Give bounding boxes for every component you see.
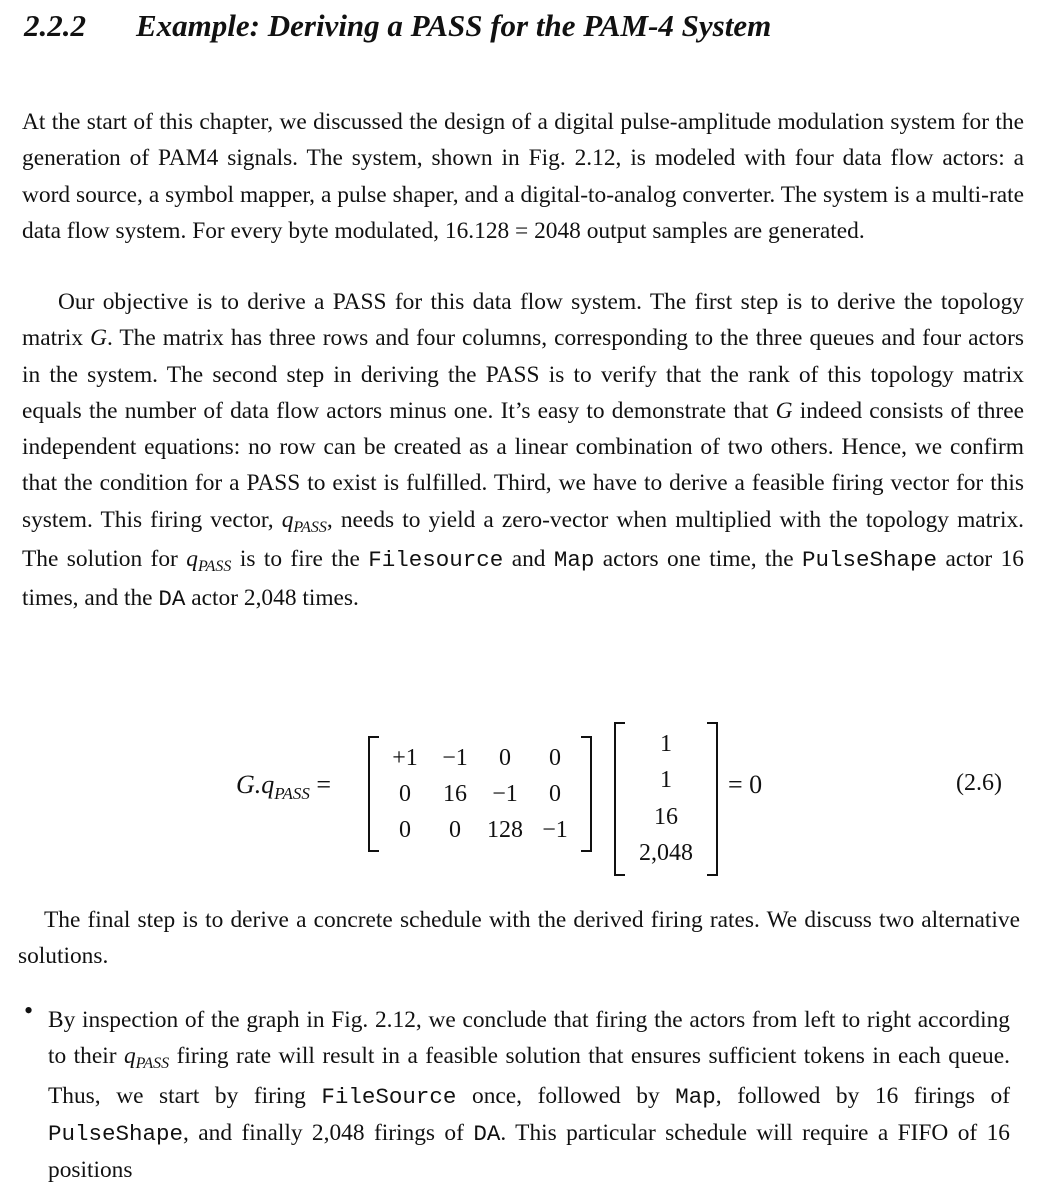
code-pulseshape: PulseShape bbox=[802, 547, 938, 574]
matrix-cell: 0 bbox=[449, 816, 461, 843]
vector-table bbox=[626, 726, 706, 872]
vector-row bbox=[626, 763, 706, 800]
matrix-cell: 0 bbox=[499, 744, 511, 771]
paragraph-text: The final step is to derive a concrete schedule with the derived firing rates. We discuss two alternative solutions. bbox=[18, 907, 1020, 970]
math-var-g: G. bbox=[236, 770, 262, 799]
paragraph-text: indeed consists of three independent equations: no row can be created as a linear combination of two others. Hence, we confirm that the condition for a PASS to exist is fulfilled. Third, we have to derive a feasible firing vector for this system. This firing vector, bbox=[22, 397, 1024, 533]
paragraph-text: actor 16 times, and the bbox=[22, 546, 1025, 612]
paragraph-text: At the start of this chapter, we discussed the design of a digital pulse-amplitude modulation system for the generation of PAM4 signals. The system, shown in Fig. 2.12, is modeled with four data flow actors: a word source, a symbol mapper, a pulse shaper, and a digital-to-analog converter. The system is a multi-rate data flow system. For every byte modulated, 16.128 = 2048 output samples are generated. bbox=[22, 109, 1024, 244]
matrix-cell: −1 bbox=[442, 744, 468, 771]
matrix-row bbox=[380, 740, 580, 776]
matrix-cell: 0 bbox=[549, 780, 561, 807]
equation-rhs: = 0 bbox=[728, 770, 763, 799]
equals-sign: = bbox=[309, 770, 332, 799]
vector-cell: 16 bbox=[654, 803, 678, 830]
paragraph-text: and bbox=[503, 546, 554, 573]
math-var-q: q bbox=[261, 770, 275, 799]
paragraph-text: firing rate will result in a feasible solution that ensures sufficient tokens in each queue. Thus, we start by firing bbox=[48, 1043, 1010, 1109]
right-bracket bbox=[707, 722, 718, 876]
paragraph-text: . This particular schedule will require a FIFO of 16 positions bbox=[48, 1119, 1010, 1184]
code-map: Map bbox=[553, 547, 595, 574]
section-number: 2.2.2 bbox=[24, 8, 86, 43]
matrix-cell: −1 bbox=[492, 780, 518, 807]
matrix-cell: −1 bbox=[542, 816, 568, 843]
matrix-cell: +1 bbox=[392, 744, 418, 771]
bullet-item bbox=[48, 1002, 1010, 1188]
topology-matrix bbox=[368, 736, 592, 852]
left-bracket bbox=[614, 722, 625, 876]
code-map: Map bbox=[675, 1083, 716, 1110]
vector-cell: 1 bbox=[660, 730, 672, 757]
matrix-table bbox=[380, 740, 580, 848]
math-subscript: PASS bbox=[197, 558, 232, 576]
math-subscript: PASS bbox=[274, 784, 310, 803]
code-filesource: FileSource bbox=[321, 1083, 457, 1110]
math-subscript: PASS bbox=[135, 1055, 170, 1073]
vector-cell: 2,048 bbox=[639, 840, 693, 867]
vector-row bbox=[626, 799, 706, 836]
code-da: DA bbox=[158, 586, 186, 613]
math-var-g: G bbox=[775, 397, 793, 424]
matrix-row bbox=[380, 776, 580, 812]
code-da: DA bbox=[473, 1120, 501, 1147]
section-title: Example: Deriving a PASS for the PAM-4 System bbox=[136, 8, 772, 43]
paragraph-text: , needs to yield a zero-vector when multiplied with the topology matrix. The solution for bbox=[22, 506, 1025, 573]
vector-row bbox=[626, 836, 706, 873]
code-filesource: Filesource bbox=[368, 547, 504, 574]
math-var-q: q bbox=[281, 506, 294, 533]
paragraph-text: once, followed by bbox=[456, 1082, 676, 1109]
math-var-g: G bbox=[90, 325, 107, 352]
paragraph-text: actors one time, the bbox=[594, 546, 803, 573]
paragraph-text: Our objective is to derive a PASS for this data flow system. The first step is to derive the topology matrix bbox=[22, 289, 1024, 352]
equation-lhs bbox=[236, 770, 332, 803]
equation-2-6 bbox=[0, 722, 1043, 872]
code-pulseshape: PulseShape bbox=[48, 1120, 184, 1147]
matrix-cell: 0 bbox=[399, 780, 411, 807]
paragraph-text: By inspection of the graph in Fig. 2.12, we conclude that firing the actors from left to right according to their bbox=[48, 1007, 1010, 1070]
paragraph-objective bbox=[22, 284, 1024, 618]
equation-number: (2.6) bbox=[956, 770, 1002, 796]
vector-cell: 1 bbox=[660, 767, 672, 794]
bullet-marker: • bbox=[24, 996, 34, 1025]
matrix-row bbox=[380, 812, 580, 848]
matrix-cell: 0 bbox=[549, 744, 561, 771]
paragraph-text: is to fire the bbox=[231, 546, 369, 573]
matrix-cell: 0 bbox=[399, 816, 411, 843]
math-subscript: PASS bbox=[293, 518, 327, 536]
paragraph-text: , followed by 16 firings of bbox=[715, 1082, 1010, 1109]
paragraph-intro bbox=[22, 104, 1024, 249]
paragraph-final-step bbox=[18, 902, 1020, 975]
math-var-q: q bbox=[186, 546, 198, 573]
matrix-cell: 16 bbox=[443, 780, 467, 807]
right-bracket bbox=[581, 736, 592, 852]
math-var-q: q bbox=[123, 1043, 136, 1070]
matrix-cell: 128 bbox=[487, 816, 523, 843]
paragraph-text: . The matrix has three rows and four columns, corresponding to the three queues and four actors in the system. The second step in deriving the PASS is to verify that the rank of this topology matrix equals the number of data flow actors minus one. It’s easy to demonstrate that bbox=[22, 325, 1024, 424]
left-bracket bbox=[368, 736, 379, 852]
firing-vector bbox=[614, 722, 718, 876]
paragraph-text: actor 2,048 times. bbox=[185, 585, 359, 612]
vector-row bbox=[626, 726, 706, 763]
paragraph-text: , and finally 2,048 firings of bbox=[183, 1119, 474, 1146]
section-heading bbox=[24, 8, 771, 44]
